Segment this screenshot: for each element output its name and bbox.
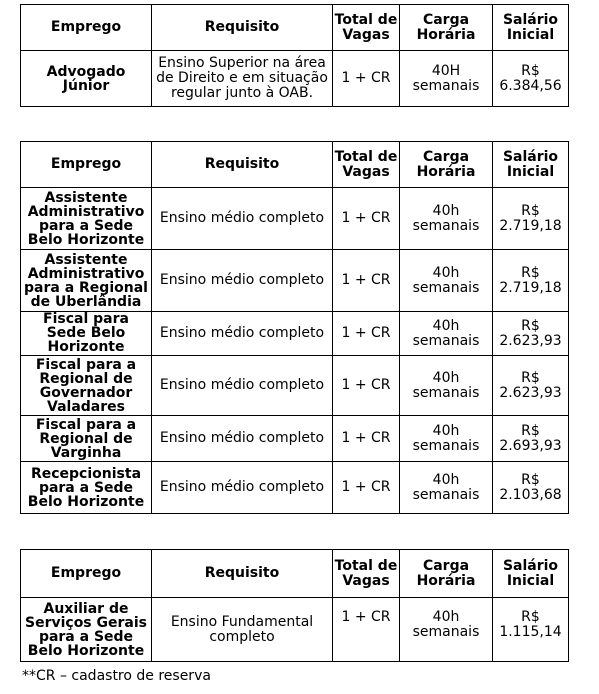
cell-vagas: 1 + CR: [333, 356, 400, 416]
table-advogado: [20, 4, 569, 107]
table-row: [21, 312, 569, 356]
cell-carga: 40h semanais: [400, 250, 493, 312]
cell-vagas: 1 + CR: [333, 312, 400, 356]
cell-vagas: 1 + CR: [333, 188, 400, 250]
cell-salario: R$ 2.719,18: [493, 250, 569, 312]
table-ensino-medio: [20, 141, 569, 514]
header-vagas: Total de Vagas: [333, 5, 400, 51]
table-row: [21, 51, 569, 107]
header-carga: Carga Horária: [400, 142, 493, 188]
header-vagas: Total de Vagas: [333, 142, 400, 188]
table-row: [21, 356, 569, 416]
header-row: [21, 5, 569, 51]
table-row: [21, 416, 569, 462]
header-requisito: Requisito: [152, 5, 333, 51]
cell-requisito: Ensino médio completo: [152, 416, 333, 462]
header-row: [21, 550, 569, 598]
header-salario: Salário Inicial: [493, 5, 569, 51]
table-row: [21, 250, 569, 312]
cell-salario: R$ 2.623,93: [493, 312, 569, 356]
table-row: [21, 598, 569, 662]
cell-vagas: 1 + CR: [333, 51, 400, 107]
table-row: [21, 188, 569, 250]
cell-requisito: Ensino médio completo: [152, 188, 333, 250]
cell-emprego: Auxiliar de Serviços Gerais para a Sede Belo Horizonte: [21, 598, 152, 662]
cell-emprego: Recepcionista para a Sede Belo Horizonte: [21, 462, 152, 514]
cell-requisito: Ensino médio completo: [152, 356, 333, 416]
cell-emprego: Fiscal para a Regional de Varginha: [21, 416, 152, 462]
cell-emprego: Fiscal para a Regional de Governador Valadares: [21, 356, 152, 416]
header-emprego: Emprego: [21, 142, 152, 188]
cell-salario: R$ 2.623,93: [493, 356, 569, 416]
cell-requisito: Ensino médio completo: [152, 312, 333, 356]
cell-carga: 40h semanais: [400, 416, 493, 462]
cell-vagas: 1 + CR: [333, 250, 400, 312]
header-requisito: Requisito: [152, 142, 333, 188]
cell-requisito: Ensino médio completo: [152, 462, 333, 514]
cell-emprego: Advogado Júnior: [21, 51, 152, 107]
cell-salario: R$ 2.103,68: [493, 462, 569, 514]
cell-vagas: 1 + CR: [333, 598, 400, 662]
header-carga: Carga Horária: [400, 5, 493, 51]
header-carga: Carga Horária: [400, 550, 493, 598]
cell-carga: 40H semanais: [400, 51, 493, 107]
header-requisito: Requisito: [152, 550, 333, 598]
cell-requisito: Ensino médio completo: [152, 250, 333, 312]
cell-salario: R$ 6.384,56: [493, 51, 569, 107]
cell-carga: 40h semanais: [400, 312, 493, 356]
table-ensino-fundamental: [20, 549, 569, 662]
cell-carga: 40h semanais: [400, 356, 493, 416]
cell-salario: R$ 2.719,18: [493, 188, 569, 250]
header-salario: Salário Inicial: [493, 142, 569, 188]
footnote: **CR – cadastro de reserva: [22, 668, 211, 684]
cell-salario: R$ 1.115,14: [493, 598, 569, 662]
header-row: [21, 142, 569, 188]
cell-requisito: Ensino Fundamental completo: [152, 598, 333, 662]
cell-vagas: 1 + CR: [333, 416, 400, 462]
cell-emprego: Assistente Administrativo para a Sede Belo Horizonte: [21, 188, 152, 250]
cell-emprego: Fiscal para Sede Belo Horizonte: [21, 312, 152, 356]
table-row: [21, 462, 569, 514]
cell-carga: 40h semanais: [400, 188, 493, 250]
cell-carga: 40h semanais: [400, 598, 493, 662]
header-emprego: Emprego: [21, 5, 152, 51]
header-vagas: Total de Vagas: [333, 550, 400, 598]
cell-carga: 40h semanais: [400, 462, 493, 514]
header-salario: Salário Inicial: [493, 550, 569, 598]
header-emprego: Emprego: [21, 550, 152, 598]
cell-salario: R$ 2.693,93: [493, 416, 569, 462]
cell-vagas: 1 + CR: [333, 462, 400, 514]
cell-requisito: Ensino Superior na área de Direito e em situação regular junto à OAB.: [152, 51, 333, 107]
cell-emprego: Assistente Administrativo para a Regional de Uberlândia: [21, 250, 152, 312]
